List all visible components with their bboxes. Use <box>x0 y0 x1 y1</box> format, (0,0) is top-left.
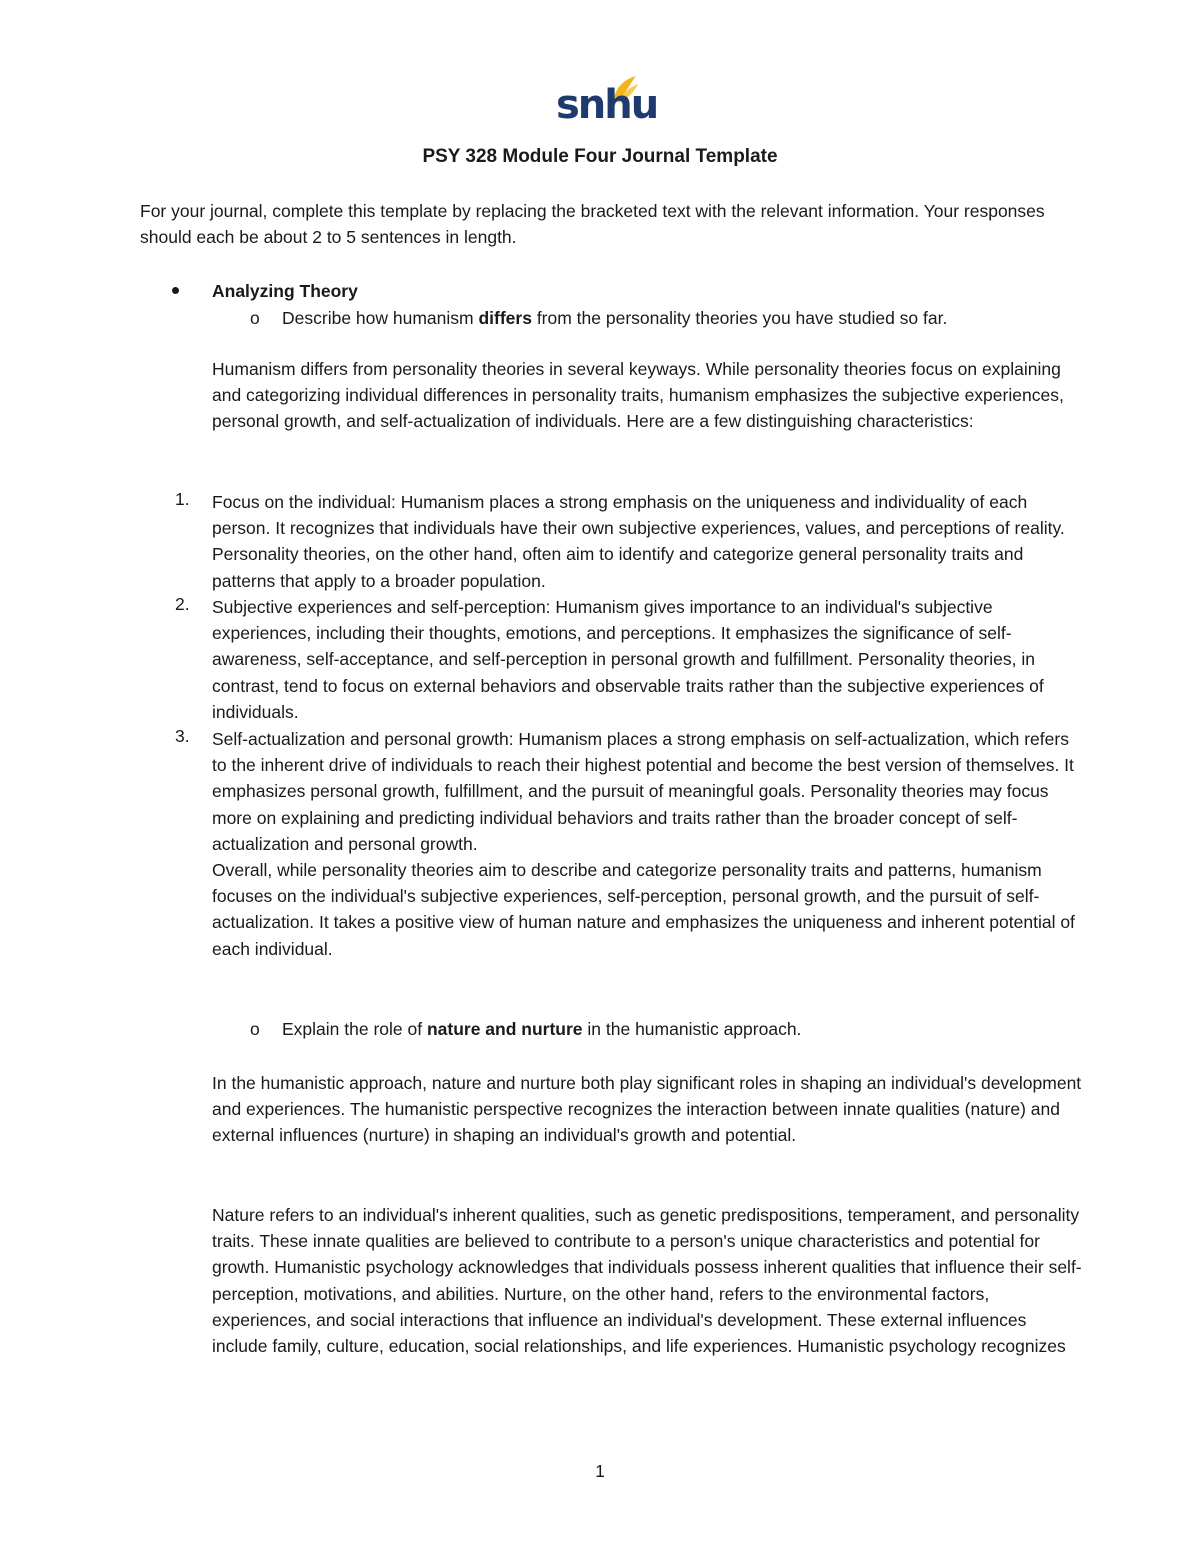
question-1-text: Describe how humanism differs from the personality theories you have studied so far. <box>282 308 948 328</box>
answer-2-paragraph-1: In the humanistic approach, nature and nurture both play significant roles in shaping an individual's development and experiences. The humanistic perspective recognizes the interaction between innate qualities (nature) and external influences (nurture) in shaping an individual's growth and potential. <box>212 1073 1082 1146</box>
list-number: 1. <box>175 489 190 509</box>
page-number: 1 <box>595 1461 605 1481</box>
question-2-text: Explain the role of nature and nurture in the humanistic approach. <box>282 1019 802 1039</box>
list-number: 3. <box>175 726 190 746</box>
answer-2-paragraph-2: Nature refers to an individual's inherent qualities, such as genetic predispositions, temperament, and personality traits. These innate qualities are believed to contribute to a person's unique characteristics and potential for growth. Humanistic psychology acknowledges that individuals possess inherent qualities that influence their self-perception, motivations, and abilities. Nurture, on the other hand, refers to the environmental factors, experiences, and social interactions that influence an individual's development. These external influences include family, culture, education, social relationships, and life experiences. Humanistic psychology recognizes <box>212 1205 1082 1357</box>
bullet-dot-icon <box>172 287 179 294</box>
list-item-text <box>212 726 1082 962</box>
document-title: PSY 328 Module Four Journal Template <box>422 146 778 167</box>
logo-text: snhu <box>556 82 658 128</box>
overall-summary: Overall, while personality theories aim to describe and categorize personality traits and patterns, humanism focuses on the individual's subjective experiences, self-perception, personal growth, and the pursuit of self-actualization. It takes a positive view of human nature and emphasizes the uniqueness and inherent potential of each individual. <box>212 860 1075 959</box>
sub-bullet-marker: o <box>250 1019 260 1039</box>
snhu-logo <box>556 72 658 132</box>
intro-paragraph: For your journal, complete this template by replacing the bracketed text with the relevant information. Your responses should each be about 2 to 5 sentences in length. <box>140 201 1045 248</box>
list-item-text: Focus on the individual: Humanism places a strong emphasis on the uniqueness and individuality of each person. It recognizes that individuals have their own subjective experiences, values, and perceptions of reality. Personality theories, on the other hand, often aim to identify and categorize general personality traits and patterns that apply to a broader population. <box>212 492 1065 591</box>
sub-bullet-marker: o <box>250 308 260 328</box>
list-item-3-text: Self-actualization and personal growth: Humanism places a strong emphasis on self-actualization, which refers to the inherent drive of individuals to reach their highest potential and become the best version of themselves. It emphasizes personal growth, fulfillment, and the pursuit of meaningful goals. Personality theories may focus more on explaining and predicting individual behaviors and traits rather than the broader concept of self-actualization and personal growth. <box>212 729 1074 854</box>
answer-1-intro: Humanism differs from personality theories in several keyways. While personality theories focus on explaining and categorizing individual differences in personality traits, humanism emphasizes the subjective experiences, personal growth, and self-actualization of individuals. Here are a few distinguishing characteristics: <box>212 359 1064 432</box>
list-item-text: Subjective experiences and self-perception: Humanism gives importance to an individual's subjective experiences, including their thoughts, emotions, and perceptions. It emphasizes the significance of self-awareness, self-acceptance, and self-perception in personal growth and fulfillment. Personality theories, in contrast, tend to focus on external behaviors and observable traits rather than the subjective experiences of individuals. <box>212 597 1044 722</box>
list-number: 2. <box>175 594 190 614</box>
section-heading: Analyzing Theory <box>212 281 358 301</box>
